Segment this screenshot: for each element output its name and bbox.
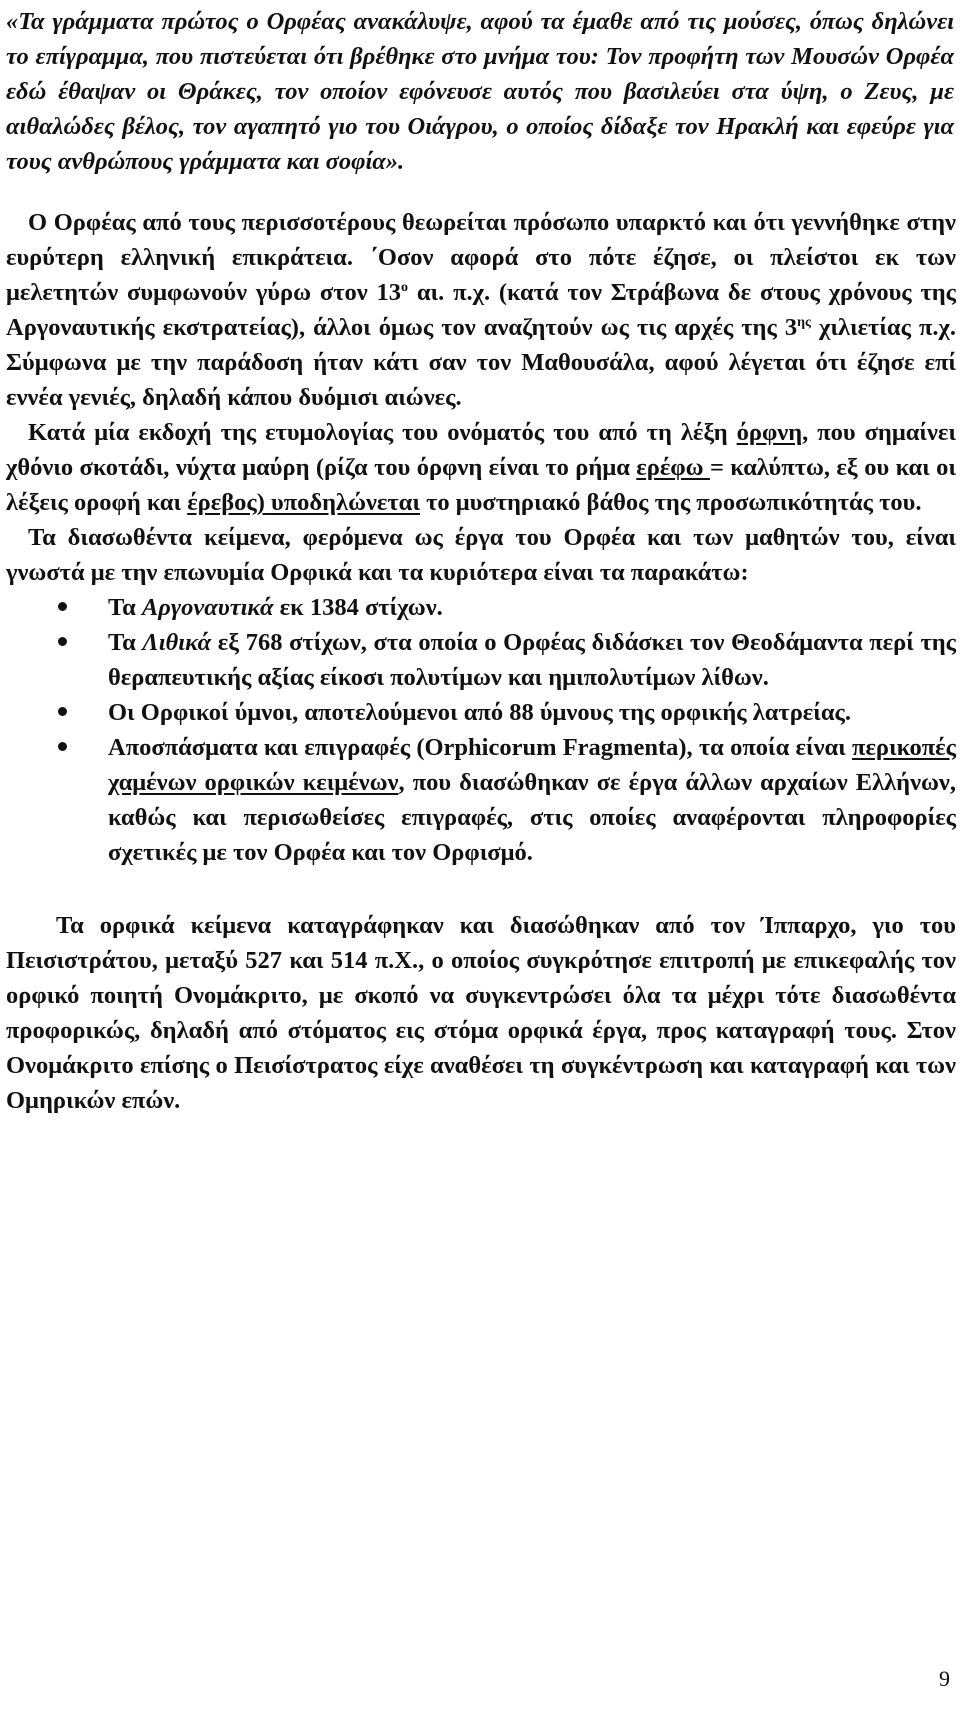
list-item [6,695,956,730]
list-item [6,730,956,870]
underlined-word: υποδηλώνεται [271,489,420,516]
underlined-word: ερέφω [636,454,710,481]
superscript: ο [401,280,409,295]
list-item [6,590,956,625]
italic-title: Λιθικά [142,629,212,656]
text-span: αι. π.χ. (κατά τον Στράβωνα δε στους χρόνους της Αργοναυτικής εκστρατείας), άλλοι όμως τον αναζητούν ως τις αρχές της 3 [6,279,956,341]
text-span: Αποσπάσματα και επιγραφές (Orphicorum Fragmenta), τα οποία είναι [108,734,853,761]
orphic-works-list [6,590,956,870]
underlined-phrase: περικοπές χαμένων ορφικών κειμένων [108,734,956,796]
bullet-icon [58,742,67,751]
text-span: Κατά μία εκδοχή της ετυμολογίας του ονόματός του από τη λέξη [28,419,737,446]
bullet-icon [58,602,67,611]
superscript: ης [797,315,811,330]
text-span: Τα [108,594,142,621]
text-span: Τα [108,629,143,656]
underlined-word: έρεβος) [187,489,272,516]
hipparchus-paragraph: Τα ορφικά κείμενα καταγράφηκαν και διασώθηκαν από τον Ίππαρχο, γιο του Πεισιστράτου, μεταξύ 527 και 514 π.Χ., ο οποίος συγκρότησε επιτροπή με επικεφαλής τον ορφικό ποιητή Ονομάκριτο, με σκοπό να συγκεντρώσει όλα τα μέχρι τότε διασωθέντα προφορικώς, δηλαδή από στόματος εις στόμα ορφικά έργα, προς καταγραφή τους. Στον Ονομάκριτο επίσης ο Πεισίστρατος είχε αναθέσει τη συγκέντρωση και καταγραφή και των Ομηρικών επών. [6,912,956,1114]
list-item [6,625,956,695]
text-span: Οι Ορφικοί ύμνοι, αποτελούμενοι από 88 ύμνους της ορφικής λατρείας. [108,699,852,726]
page-number: 9 [939,1666,950,1691]
epigram-quote-paragraph: «Τα γράμματα πρώτος ο Ορφέας ανακάλυψε, αφού τα έμαθε από τις μούσες, όπως δηλώνει το επίγραμμα, που πιστεύεται ότι βρέθηκε στο μνήμα του: Τον προφήτη των Μουσών Ορφέα εδώ έθαψαν οι Θράκες, τον οποίον εφόνευσε αυτός που βασιλεύει στα ύψη, ο Ζευς, με αιθαλώδες βέλος, τον αγαπητό γιο του Οιάγρου, ο οποίος δίδαξε τον Ηρακλή και εφεύρε για τους ανθρώπους γράμματα και σοφία». [6,8,954,175]
text-span: εξ 768 στίχων, στα οποία ο Ορφέας διδάσκει τον Θεοδάμαντα περί της θεραπευτικής αξίας είκοσι πολυτίμων και ημιπολυτίμων λίθων. [108,629,956,691]
etymology-paragraph [6,415,956,520]
text-span: , που σημαίνει χθόνιο σκοτάδι, νύχτα μαύρη (ρίζα του όρφνη είναι το ρήμα [6,419,956,481]
italic-title: Αργοναυτικά [141,594,274,621]
text-span: εκ 1384 στίχων. [273,594,443,621]
document-page [6,0,956,1118]
text-span: = καλύπτω, εξ ου και οι λέξεις οροφή και [6,454,956,516]
text-span: χιλιετίας π.χ. Σύμφωνα με την παράδοση ήταν κάτι σαν τον Μαθουσάλα, αφού λέγεται ότι έζησε επί εννέα γενιές, δηλαδή κάπου δυόμισι αιώνες. [6,314,956,411]
text-span: το μυστηριακό βάθος της προσωπικότητάς του. [419,489,922,516]
orpheus-existence-paragraph [6,205,956,415]
bullet-icon [58,637,67,646]
text-span: Ο Ορφέας από τους περισσοτέρους θεωρείται πρόσωπο υπαρκτό και ότι γεννήθηκε στην ευρύτερη ελληνική επικράτεια. ΄Οσον αφορά στο πότε έζησε, οι πλείστοι εκ των μελετητών συμφωνούν γύρω στον 13 [6,209,956,306]
bullet-icon [58,707,67,716]
orphic-texts-intro-paragraph: Τα διασωθέντα κείμενα, φερόμενα ως έργα του Ορφέα και των μαθητών του, είναι γνωστά με την επωνυμία Ορφικά και τα κυριότερα είναι τα παρακάτω: [6,524,956,586]
text-span: , που διασώθηκαν σε έργα άλλων αρχαίων Ελλήνων, καθώς και περισωθείσες επιγραφές, στις οποίες αναφέρονται πληροφορίες σχετικές με τον Ορφέα και τον Ορφισμό. [108,769,956,866]
underlined-word: όρφνη [736,419,803,446]
